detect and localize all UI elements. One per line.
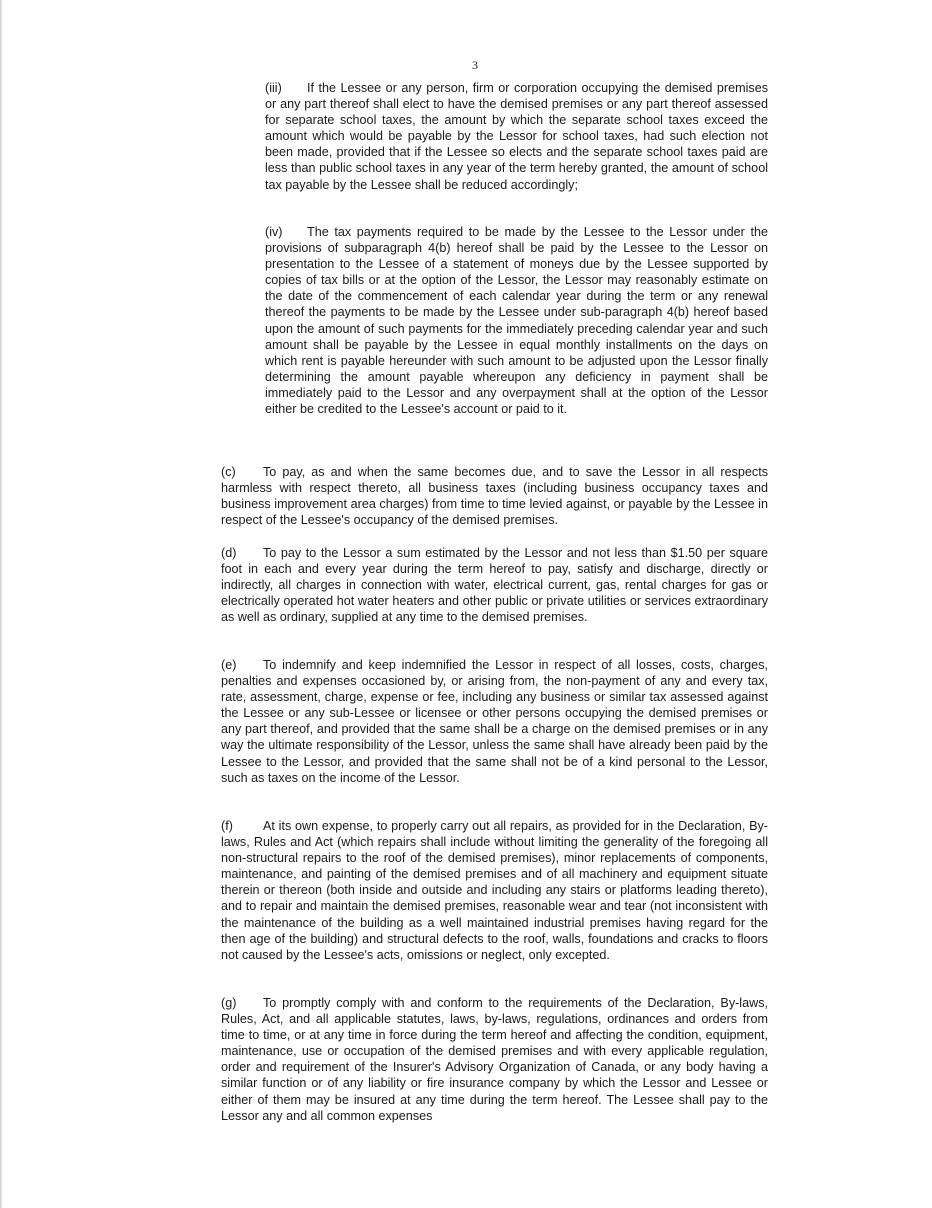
paragraph-f (221, 818, 768, 963)
paragraph-label: (d) (221, 546, 237, 560)
paragraph-iii (265, 80, 768, 193)
paragraph-label: (iii) (265, 81, 282, 95)
paragraph-text: To promptly comply with and conform to the requirements of the Declaration, By-laws, Rules, Act, and all applicable statutes, laws, by-laws, regulations, ordinances and orders from time to time, or at any time in force during the term hereof and affecting the condition, equipment, maintenance, use or occupation of the demised premises and with every applicable regulation, order and requirement of the Insurer's Advisory Organization of Canada, or any body having a similar function or of any liability or fire insurance company by which the Lessor and Lessee or either of them may be insured at any time during the term hereof. The Lessee shall pay to the Lessor any and all common expenses (221, 996, 768, 1123)
paragraph-text: To pay to the Lessor a sum estimated by the Lessor and not less than $1.50 per square foot in each and every year during the term hereof to pay, satisfy and discharge, directly or indirectly, all charges in connection with water, electrical current, gas, rental charges for gas or electrically operated hot water heaters and other public or private utilities or services extraordinary as well as ordinary, supplied at any time to the demised premises. (221, 546, 768, 625)
paragraph-label: (e) (221, 658, 237, 672)
paragraph-d (221, 545, 768, 625)
page-edge-shadow (0, 0, 3, 1208)
paragraph-label: (f) (221, 819, 233, 833)
paragraph-e (221, 657, 768, 786)
paragraph-text: To indemnify and keep indemnified the Lessor in respect of all losses, costs, charges, penalties and expenses occasioned by, or arising from, the non-payment of any and every tax, rate, assessment, charge, expense or fee, including any business or similar tax assessed against the Lessee or any sub-Lessee or licensee or other persons occupying the demised premises or any part thereof, and provided that the same shall be a charge on the demised premises or in any way the ultimate responsibility of the Lessor, unless the same shall have already been paid by the Lessee to the Lessor, and provided that the same shall not be of a kind personal to the Lessor, such as taxes on the income of the Lessor. (221, 658, 768, 785)
paragraph-iv (265, 224, 768, 417)
paragraph-g (221, 995, 768, 1124)
paragraph-text: To pay, as and when the same becomes due, and to save the Lessor in all respects harmless with respect thereto, all business taxes (including business occupancy taxes and business improvement area charges) from time to time levied against, or payable by the Lessee in respect of the Lessee's occupancy of the demised premises. (221, 465, 768, 528)
page-number: 3 (472, 58, 478, 72)
paragraph-c (221, 464, 768, 528)
paragraph-label: (iv) (265, 225, 283, 239)
paragraph-label: (g) (221, 996, 237, 1010)
paragraph-text: The tax payments required to be made by the Lessee to the Lessor under the provisions of subparagraph 4(b) hereof shall be paid by the Lessee to the Lessor on presentation to the Lessee of a statement of moneys due by the Lessee supported by copies of tax bills or at the option of the Lessor, the Lessor may reasonably estimate on the date of the commencement of each calendar year during the term or any renewal thereof the payments to be made by the Lessee under sub-paragraph 4(b) hereof based upon the amount of such payments for the immediately preceding calendar year and such amount shall be payable by the Lessee in equal monthly installments on the days on which rent is payable hereunder with such amount to be adjusted upon the Lessor finally determining the amount payable whereupon any deficiency in payment shall be immediately paid to the Lessor and any overpayment shall at the option of the Lessor either be credited to the Lessee's account or paid to it. (265, 225, 768, 417)
paragraph-text: If the Lessee or any person, firm or corporation occupying the demised premises or any part thereof shall elect to have the demised premises or any part thereof assessed for separate school taxes, the amount by which the separate school taxes exceed the amount which would be payable by the Lessor for school taxes, had such election not been made, provided that if the Lessee so elects and the separate school taxes paid are less than public school taxes in any year of the term hereby granted, the amount of school tax payable by the Lessee shall be reduced accordingly; (265, 81, 768, 192)
paragraph-text: At its own expense, to properly carry out all repairs, as provided for in the Declaration, By-laws, Rules and Act (which repairs shall include without limiting the generality of the foregoing all non-structural repairs to the roof of the demised premises), minor replacements of components, maintenance, and painting of the demised premises and of all machinery and equipment situate therein or thereon (both inside and outside and including any stairs or platforms leading thereto), and to repair and maintain the demised premises, reasonable wear and tear (not inconsistent with the maintenance of the building as a well maintained industrial premises having regard for the then age of the building) and structural defects to the roof, walls, foundations and cracks to floors not caused by the Lessee's acts, omissions or neglect, only excepted. (221, 819, 768, 962)
paragraph-label: (c) (221, 465, 236, 479)
